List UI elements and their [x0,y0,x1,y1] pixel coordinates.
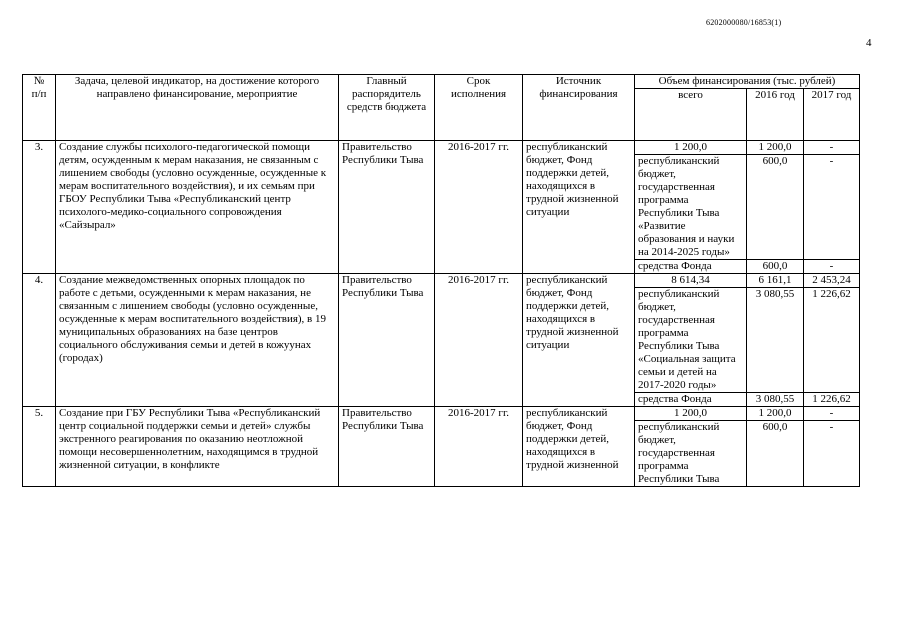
header-term: Срок исполнения [435,75,523,141]
subrow-2017: - [804,155,860,260]
subrow-label: республиканский бюджет, государственная программа Республики Тыва «Социальная защита семьи и детей на 2017-2020 годы» [635,288,747,393]
row-manager: Правительство Республики Тыва [339,274,435,407]
header-2016: 2016 год [747,89,804,141]
row-2017: 2 453,24 [804,274,860,288]
row-task: Создание службы психолого-педагогической помощи детям, осужденным к мерам наказания, не связанным с лишением свободы (условно осужденные, осужденные к мерам воспитательного воздействия), и их семьям при ГБОУ Республики Тыва «Республиканский центр психолого-медико-социального сопровождения «Сайзырал» [56,141,339,274]
subrow-2017: - [804,421,860,487]
row-term: 2016-2017 гг. [435,274,523,407]
row-num: 4. [23,274,56,407]
table-row [23,407,860,421]
header-manager: Главный распорядитель средств бюджета [339,75,435,141]
subrow-label: республиканский бюджет, государственная программа Республики Тыва [635,421,747,487]
header-2017: 2017 год [804,89,860,141]
row-source: республиканский бюджет, Фонд поддержки детей, находящихся в трудной жизненной ситуации [523,274,635,407]
row-2017: - [804,141,860,155]
header-task: Задача, целевой индикатор, на достижение которого направлено финансирование, мероприятие [56,75,339,141]
row-2017: - [804,407,860,421]
row-num: 5. [23,407,56,487]
document-id: 6202000080/16853(1) [706,18,782,27]
row-manager: Правительство Республики Тыва [339,407,435,487]
subrow-2016: 600,0 [747,421,804,487]
header-row-1 [23,75,860,89]
row-task: Создание при ГБУ Республики Тыва «Республиканский центр социальной поддержки семьи и детей» службы экстренного реагирования по оказанию неотложной помощи несовершеннолетним, находящимся в трудной жизненной ситуации, в конфликте [56,407,339,487]
financing-table [22,74,860,487]
row-term: 2016-2017 гг. [435,141,523,274]
row-2016: 6 161,1 [747,274,804,288]
subrow-2016: 3 080,55 [747,393,804,407]
header-volume: Объем финансирования (тыс. рублей) [635,75,860,89]
subrow-2016: 600,0 [747,260,804,274]
row-source: республиканский бюджет, Фонд поддержки детей, находящихся в трудной жизненной ситуации [523,141,635,274]
row-2016: 1 200,0 [747,141,804,155]
table-row [23,141,860,155]
row-task: Создание межведомственных опорных площадок по работе с детьми, осужденными к мерам наказания, не связанным с лишением свободы (условно осужденные, осужденные к мерам воспитательного воздействия), в 19 муниципальных образованиях на базе центров социального обслуживания семьи и детей в кожуунах (городах) [56,274,339,407]
subrow-2016: 600,0 [747,155,804,260]
row-total: 8 614,34 [635,274,747,288]
row-source: республиканский бюджет, Фонд поддержки детей, находящихся в трудной жизненной [523,407,635,487]
header-source: Источник финансирования [523,75,635,141]
table-row [23,274,860,288]
row-num: 3. [23,141,56,274]
subrow-2017: - [804,260,860,274]
subrow-2016: 3 080,55 [747,288,804,393]
subrow-2017: 1 226,62 [804,288,860,393]
row-manager: Правительство Республики Тыва [339,141,435,274]
header-total: всего [635,89,747,141]
subrow-label: средства Фонда [635,260,747,274]
header-num: № п/п [23,75,56,141]
row-term: 2016-2017 гг. [435,407,523,487]
subrow-2017: 1 226,62 [804,393,860,407]
subrow-label: республиканский бюджет, государственная программа Республики Тыва «Развитие образования и науки на 2014-2025 годы» [635,155,747,260]
page-number: 4 [866,37,872,49]
row-total: 1 200,0 [635,141,747,155]
subrow-label: средства Фонда [635,393,747,407]
row-2016: 1 200,0 [747,407,804,421]
row-total: 1 200,0 [635,407,747,421]
